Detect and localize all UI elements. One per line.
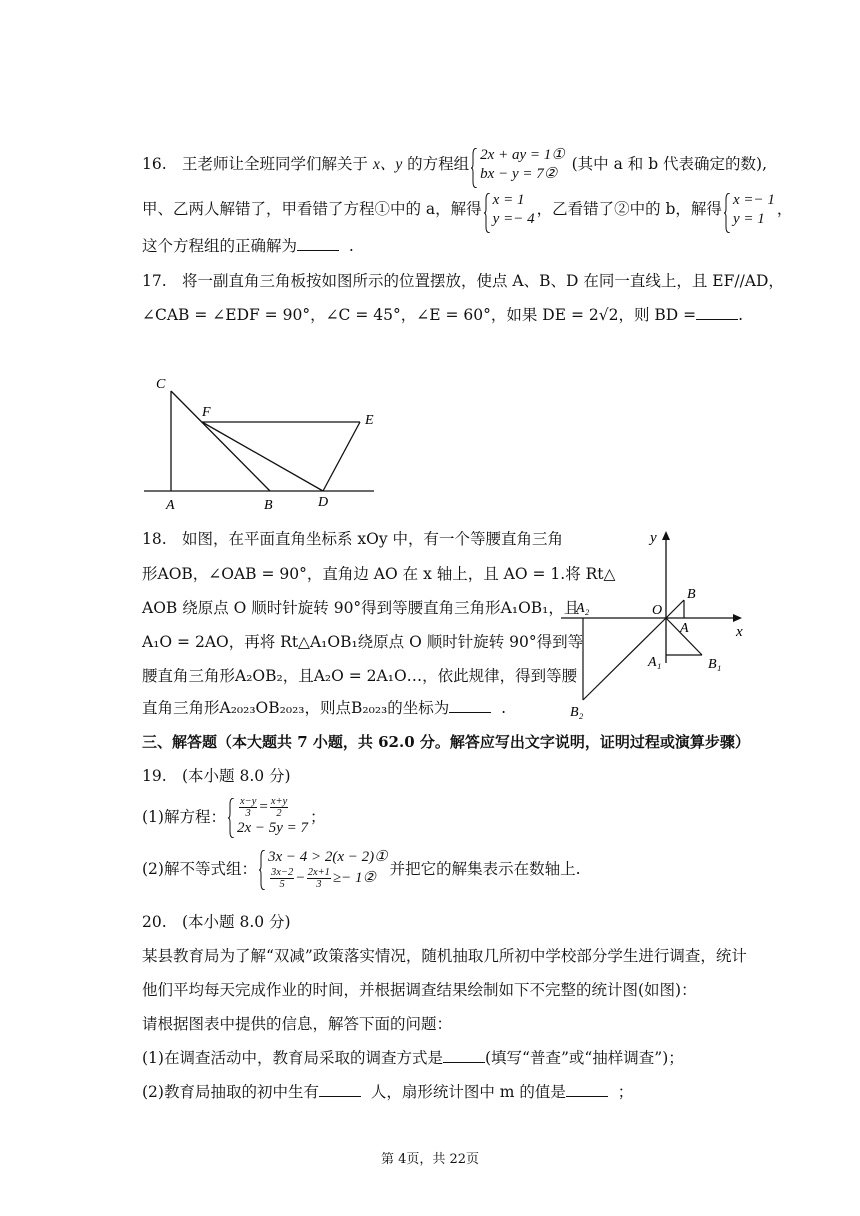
q18-line3 — [142, 597, 579, 619]
q20-item2-blank-b[interactable] — [566, 1082, 608, 1097]
q18-text-1: 形AOB，∠OAB = 90°，直角边 AO 在 x 轴上，且 AO = 1.将 Rt△ — [142, 565, 616, 583]
q19-p2-frac1-bot: 5 — [279, 879, 285, 890]
q18-line6 — [142, 697, 506, 719]
q19-p2-frac2-top: 2x+1 — [307, 867, 330, 878]
q17-label-A: A — [166, 498, 175, 513]
q19-header — [142, 765, 291, 787]
q18-label-O: O — [652, 603, 663, 618]
q16-equation-system — [471, 146, 565, 184]
q20-item2-mid: 人，扇形统计图中 m 的值是 — [370, 1083, 566, 1101]
q19-part2-eq2 — [268, 867, 388, 890]
q19-p2-frac2-bot: 3 — [316, 879, 322, 890]
q18-figure — [556, 528, 756, 723]
q18-text-5: 直角三角形A₂₀₂₃OB₂₀₂₃，则点B₂₀₂₃的坐标为 — [142, 699, 450, 717]
q18-label-A: A — [680, 621, 689, 636]
q18-answer-blank[interactable] — [449, 698, 491, 713]
q18-y-arrow — [662, 531, 670, 540]
q20-para3-text: 请根据图表中提供的信息，解答下面的问题： — [142, 1015, 453, 1033]
q20-para1 — [142, 945, 747, 967]
q17-segment-ED — [323, 422, 360, 491]
q19-part2-eq1: 3x − 4 > 2(x − 2)① — [267, 849, 388, 865]
q18-label-B1: B₁ — [708, 657, 722, 672]
q19-part1-end: ； — [310, 808, 326, 826]
q18-number: 18. — [142, 530, 167, 548]
q18-seg-OB — [666, 600, 684, 618]
q19-p1-frac2 — [270, 796, 288, 819]
q20-item1 — [142, 1047, 684, 1069]
q18-line4 — [142, 631, 583, 653]
q16-text-b: 的方程组 — [407, 155, 470, 173]
q18-text-0: 如图，在平面直角坐标系 xOy 中，有一个等腰直角三角 — [182, 530, 564, 548]
q18-text-3: A₁O = 2AO，再将 Rt△A₁OB₁绕原点 O 顺时针旋转 90°得到等 — [142, 633, 584, 651]
q18-x-arrow — [733, 614, 742, 622]
q19-part2-system — [259, 848, 388, 890]
q17-segment-CB — [171, 391, 270, 491]
q19-part2 — [142, 848, 581, 890]
q17-text-c: . — [738, 306, 744, 324]
q17-label-E: E — [365, 413, 374, 428]
q16-text-c: (其中 a 和 b 代表确定的数), — [571, 155, 768, 173]
q16-solB1: x =− 1 — [732, 192, 775, 208]
q18-text-2: AOB 绕原点 O 顺时针旋转 90°得到等腰直角三角形A₁OB₁，且 — [142, 599, 580, 617]
q17-number: 17. — [142, 272, 167, 290]
q16-vars: x、y — [372, 156, 403, 173]
q19-p2-frac1 — [270, 867, 294, 890]
q18-text-4: 腰直角三角形A₂OB₂，且A₂O = 2A₁O…，依此规律，得到等腰 — [142, 667, 578, 685]
q19-part1-label: (1)解方程： — [142, 808, 226, 826]
q19-p2-frac2 — [307, 867, 331, 890]
q19-p1-frac1-top: x−y — [239, 796, 257, 807]
q19-p1-frac2-top: x+y — [270, 796, 288, 807]
q16-text-e: ，乙看错了②中的 b，解得 — [536, 200, 722, 218]
q16-line1 — [142, 146, 767, 184]
q17-line2 — [142, 304, 743, 326]
q19-part1-eq1 — [237, 796, 308, 819]
q16-eq2: bx − y = 7② — [480, 166, 558, 182]
q16-line3 — [142, 235, 354, 257]
q16-solA2: y =− 4 — [492, 211, 535, 227]
q16-text-f: ， — [776, 200, 793, 218]
q16-text-a: 王老师让全班同学们解关于 — [182, 155, 369, 173]
q19-p2-minus: − — [296, 869, 305, 886]
q17-text-a: 将一副直角三角板按如图所示的位置摆放，使点 A、B、D 在同一直线上，且 EF//AD， — [182, 272, 784, 290]
q17-answer-blank[interactable] — [696, 305, 738, 320]
q17-segment-FD — [202, 422, 323, 491]
q16-line2 — [142, 191, 792, 229]
q19-part2-end: 并把它的解集表示在数轴上. — [389, 860, 581, 878]
section3-title — [142, 731, 750, 753]
q19-part1 — [142, 796, 326, 838]
q17-label-F: F — [202, 405, 211, 420]
q20-para3 — [142, 1013, 452, 1035]
q17-label-B: B — [264, 498, 273, 513]
q18-label-A1: A₁ — [648, 655, 662, 670]
q20-para2 — [142, 979, 697, 1001]
q17-text-b: ∠CAB = ∠EDF = 90°，∠C = 45°，∠E = 60°，如果 DE = 2√2，则 BD = — [142, 306, 697, 324]
q16-eq1: 2x + ay = 1① — [480, 147, 565, 163]
section3-title-text: 三、解答题（本大题共 7 小题，共 62.0 分。解答应写出文字说明，证明过程或演算步骤） — [142, 733, 750, 751]
q17-figure — [138, 370, 383, 515]
q19-p1-eq-sign: = — [259, 798, 268, 815]
q20-item2 — [142, 1081, 633, 1103]
q19-p2-frac1-top: 3x−2 — [270, 867, 294, 878]
q16-solution-a — [484, 191, 535, 229]
q20-para2-text: 他们平均每天完成作业的时间，并根据调查结果绘制如下不完整的统计图(如图)： — [142, 981, 697, 999]
q20-item1-blank[interactable] — [443, 1048, 485, 1063]
q16-text-g: 这个方程组的正确解为 — [142, 237, 298, 255]
q18-line2 — [142, 563, 615, 585]
q16-solution-b — [724, 191, 775, 229]
page-footer: 第 4页，共 22页 — [380, 1152, 480, 1167]
q19-p1-frac1-bot: 3 — [245, 808, 251, 819]
q19-p1-frac2-bot: 2 — [276, 808, 282, 819]
q18-line1 — [142, 528, 563, 550]
q20-score: (本小题 8.0 分) — [182, 913, 291, 931]
q17-line1 — [142, 270, 784, 292]
q16-text-d: 甲、乙两人解错了，甲看错了方程①中的 a，解得 — [142, 200, 482, 218]
q19-p1-frac1 — [239, 796, 257, 819]
q20-item1-pre: (1)在调查活动中，教育局采取的调查方式是 — [142, 1049, 443, 1067]
q19-part2-label: (2)解不等式组： — [142, 860, 257, 878]
q16-text-h: . — [348, 237, 354, 255]
q17-label-D: D — [318, 495, 329, 510]
q18-line5 — [142, 665, 577, 687]
q20-para1-text: 某县教育局为了解“双减”政策落实情况，随机抽取几所初中学校部分学生进行调查，统计 — [142, 947, 747, 965]
q20-item2-pre: (2)教育局抽取的初中生有 — [142, 1083, 319, 1101]
q19-score: (本小题 8.0 分) — [182, 767, 291, 785]
q18-text-end: . — [501, 699, 507, 717]
q18-label-y: y — [650, 530, 657, 546]
q18-label-B2: B₂ — [570, 705, 584, 720]
q16-solB2: y = 1 — [732, 211, 765, 227]
q20-header — [142, 911, 291, 933]
q18-label-B: B — [687, 587, 696, 602]
q19-number: 19. — [142, 767, 167, 785]
q18-label-x: x — [736, 624, 743, 640]
q17-label-C: C — [156, 377, 166, 392]
q19-p2-rest: ≥− 1② — [332, 869, 376, 886]
q19-part1-eq2: 2x − 5y = 7 — [236, 820, 309, 836]
q19-part1-system — [228, 796, 308, 838]
q20-item1-post: (填写“普查”或“抽样调查”)； — [484, 1049, 684, 1067]
q16-solA1: x = 1 — [492, 192, 525, 208]
q20-number: 20. — [142, 913, 167, 931]
q16-answer-blank[interactable] — [297, 236, 339, 251]
q20-item2-post: ； — [617, 1083, 634, 1101]
q20-item2-blank-a[interactable] — [319, 1082, 361, 1097]
q18-label-A2: A₂ — [576, 601, 590, 616]
q16-number: 16. — [142, 155, 167, 173]
